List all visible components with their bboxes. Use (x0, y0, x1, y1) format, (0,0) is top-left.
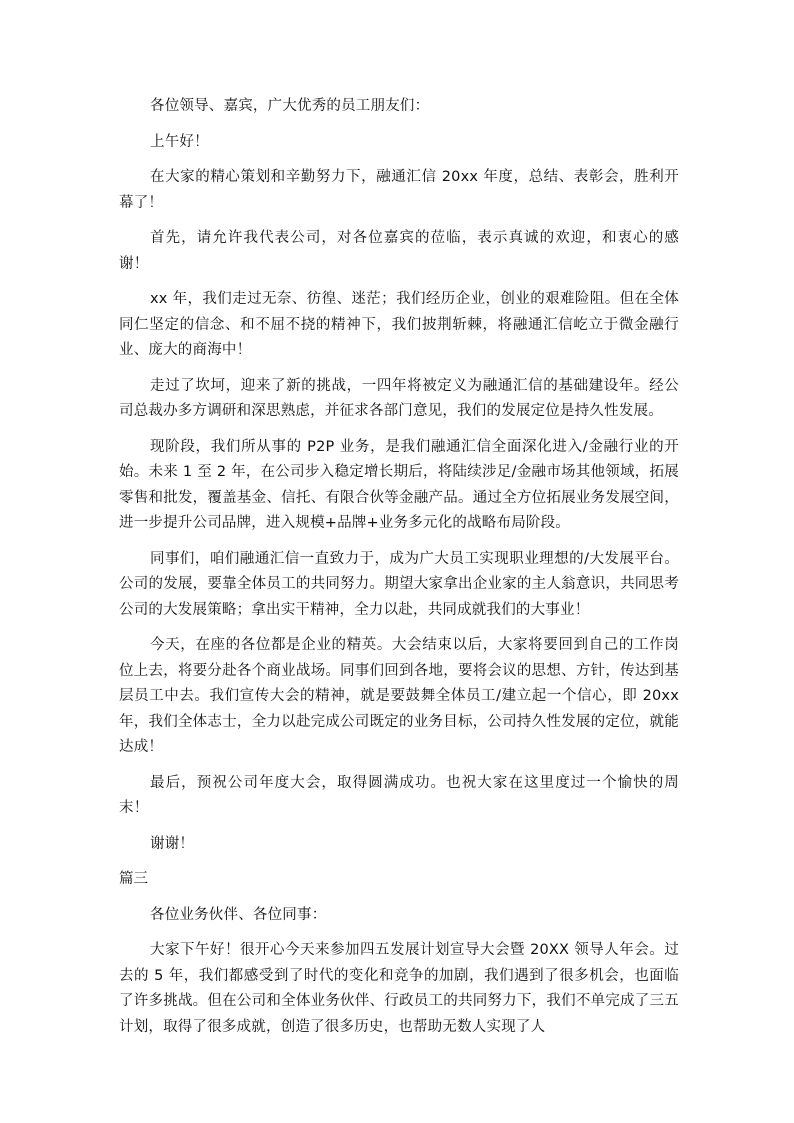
salutation: 各位业务伙伴、各位同事： (150, 906, 327, 923)
greeting: 上午好！ (150, 133, 209, 150)
closing-thanks: 谢谢！ (150, 835, 195, 852)
salutation: 各位领导、嘉宾，广大优秀的员工朋友们： (150, 98, 430, 114)
paragraph: 最后，预祝公司年度大会，取得圆满成功。也祝大家在这里度过一个愉快的周末！ (119, 774, 679, 816)
paragraph: 大家下午好！很开心今天来参加四五发展计划宣导大会暨 20XX 领导人年会。过去的 5 年，我们都感受到了时代的变化和竞争的加剧，我们遇到了很多机会，也面临了许多挑战。但在公司和全体业务伙伴、行政员工的共同努力下，我们不单完成了三五计划，取得了很多成就，创造了很多历史，也帮助无数人实现了人 (119, 942, 679, 1035)
paragraph: xx 年，我们走过无奈、彷徨、迷茫；我们经历企业，创业的艰难险阻。但在全体同仁坚定的信念、和不屈不挠的精神下，我们披荆斩棘，将融通汇信屹立于微金融行业、庞大的商海中！ (119, 291, 679, 358)
paragraph: 走过了坎坷，迎来了新的挑战，一四年将被定义为融通汇信的基础建设年。经公司总裁办多方调研和深思熟虑，并征求各部门意见，我们的发展定位是持久性发展。 (119, 377, 679, 419)
paragraph: 首先，请允许我代表公司，对各位嘉宾的莅临，表示真诚的欢迎，和衷心的感谢！ (119, 230, 679, 272)
section-title: 篇三 (119, 871, 148, 887)
paragraph: 在大家的精心策划和辛勤努力下，融通汇信 20xx 年度，总结、表彰会，胜利开幕了！ (119, 169, 679, 211)
document-body (119, 94, 679, 1050)
paragraph: 现阶段，我们所从事的 P2P 业务，是我们融通汇信全面深化进入/金融行业的开始。未来 1 至 2 年，在公司步入稳定增长期后，将陆续涉足/金融市场其他领域，拓展零售和批发，覆盖基金、信托、有限合伙等金融产品。通过全方位拓展业务发展空间，进一步提升公司品牌，进入规模+品牌+业务多元化的战略布局阶段。 (119, 438, 679, 531)
paragraph: 今天，在座的各位都是企业的精英。大会结束以后，大家将要回到自己的工作岗位上去，将要分赴各个商业战场。同事们回到各地，要将会议的思想、方针，传达到基层员工中去。我们宣传大会的精神，就是要鼓舞全体员工/建立起一个信心，即 20xx 年，我们全体志士，全力以赴完成公司既定的业务目标，公司持久性发展的定位，就能达成！ (119, 637, 679, 755)
paragraph: 同事们，咱们融通汇信一直致力于，成为广大员工实现职业理想的/大发展平台。公司的发展，要靠全体员工的共同努力。期望大家拿出企业家的主人翁意识，共同思考公司的大发展策略；拿出实干精神，全力以赴，共同成就我们的大事业！ (119, 550, 679, 618)
